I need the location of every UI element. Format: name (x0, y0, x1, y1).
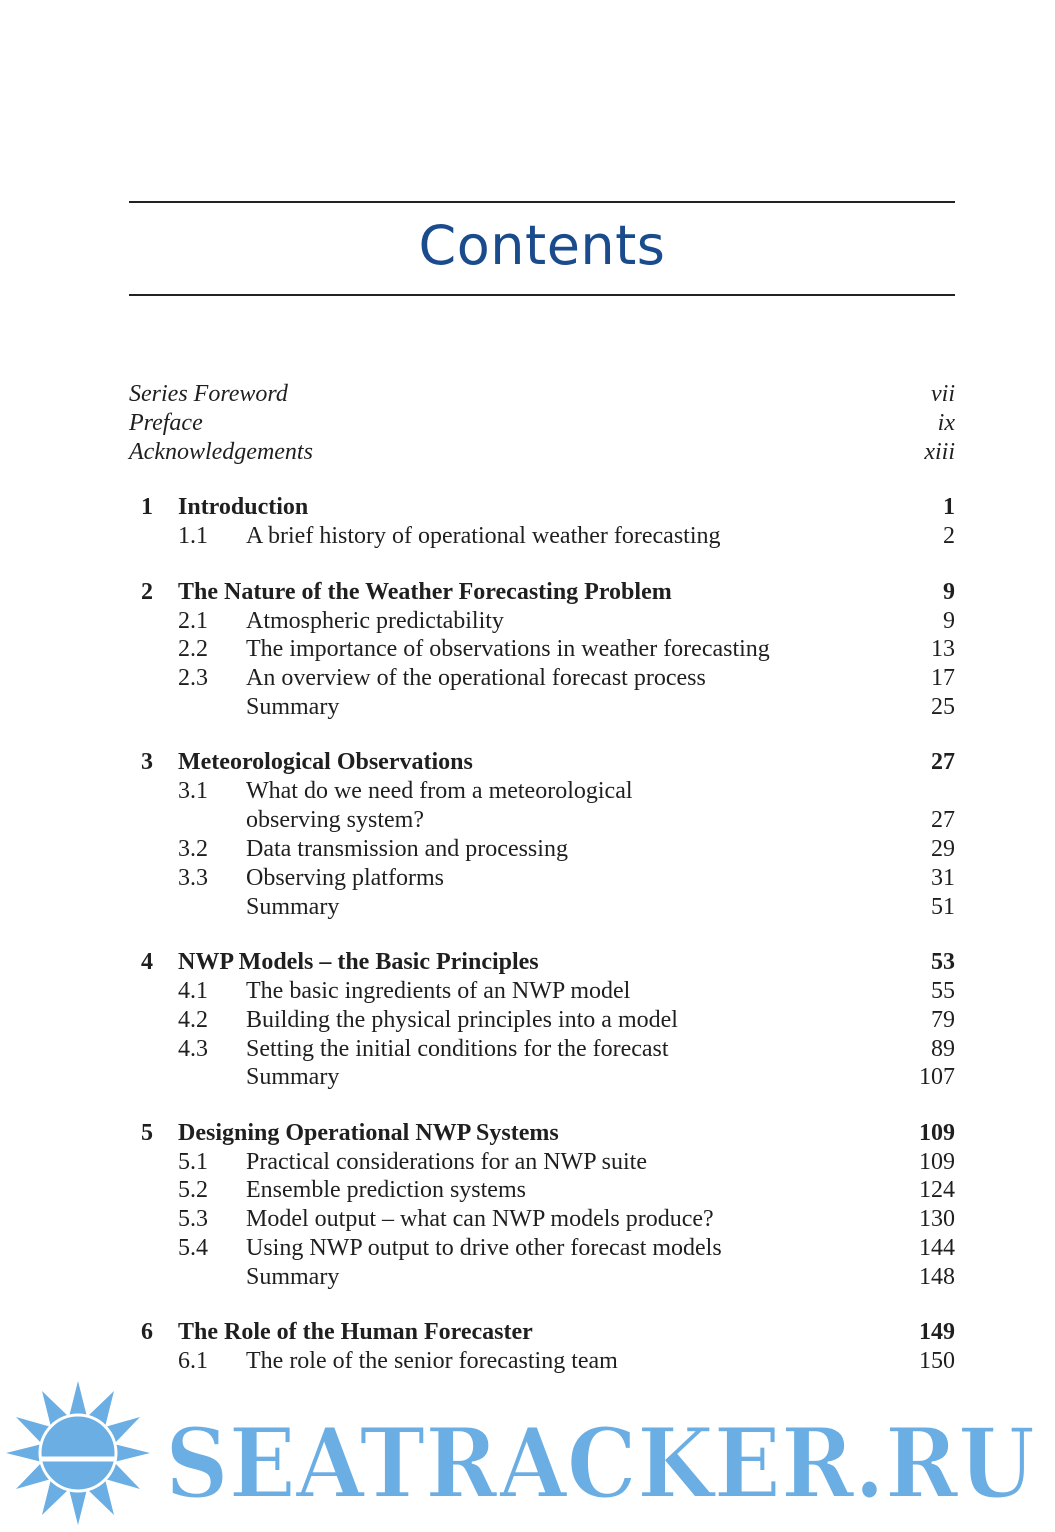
page-title: Contents (418, 214, 666, 277)
chapter-title: Meteorological Observations (178, 749, 473, 775)
chapter-number: 1 (141, 494, 153, 520)
section-title: Atmospheric predictability (246, 608, 504, 634)
section-entry[interactable] (129, 835, 955, 864)
chapter-title: The Nature of the Weather Forecasting Problem (178, 579, 672, 605)
section-page: 13 (931, 636, 955, 662)
section-entry[interactable] (129, 1347, 955, 1376)
section-entry[interactable] (129, 1006, 955, 1035)
section-title: An overview of the operational forecast process (246, 665, 706, 691)
section-entry[interactable] (129, 522, 955, 551)
section-number: 4.1 (178, 978, 208, 1004)
entry-title: Series Foreword (129, 381, 288, 407)
section-page: 144 (919, 1235, 955, 1261)
chapter-entry[interactable] (129, 748, 955, 777)
section-entry[interactable] (129, 1263, 955, 1292)
chapter-number: 4 (141, 949, 153, 975)
section-title: Data transmission and processing (246, 836, 568, 862)
section-page: 150 (919, 1348, 955, 1374)
section-title: Observing platforms (246, 865, 444, 891)
section-entry[interactable] (129, 635, 955, 664)
section-title: A brief history of operational weather forecasting (246, 523, 721, 549)
chapter-title: NWP Models – the Basic Principles (178, 949, 539, 975)
section-page: 89 (931, 1036, 955, 1062)
section-entry[interactable] (129, 806, 955, 835)
section-title: The basic ingredients of an NWP model (246, 978, 631, 1004)
top-rule (129, 201, 955, 203)
section-number: 4.3 (178, 1036, 208, 1062)
chapter-entry[interactable] (129, 948, 955, 977)
chapter-entry[interactable] (129, 493, 955, 522)
chapter-number: 3 (141, 749, 153, 775)
section-page: 25 (931, 694, 955, 720)
section-number: 3.2 (178, 836, 208, 862)
bottom-rule (129, 294, 955, 296)
section-title: Summary (246, 1264, 340, 1290)
chapter-title: The Role of the Human Forecaster (178, 1319, 533, 1345)
section-title: The role of the senior forecasting team (246, 1348, 618, 1374)
chapter-page: 1 (943, 494, 955, 520)
chapter-entry[interactable] (129, 578, 955, 607)
section-entry[interactable] (129, 977, 955, 1006)
section-entry[interactable] (129, 1234, 955, 1263)
section-title: observing system? (246, 807, 424, 833)
section-entry[interactable] (129, 777, 955, 806)
entry-title: Preface (129, 410, 203, 436)
section-number: 4.2 (178, 1007, 208, 1033)
section-title: Summary (246, 1064, 340, 1090)
section-title: Summary (246, 694, 340, 720)
chapter-page: 27 (931, 749, 955, 775)
section-entry[interactable] (129, 1148, 955, 1177)
section-title: Practical considerations for an NWP suite (246, 1149, 647, 1175)
section-title: Ensemble prediction systems (246, 1177, 526, 1203)
section-number: 2.2 (178, 636, 208, 662)
section-page: 9 (943, 608, 955, 634)
section-entry[interactable] (129, 1035, 955, 1064)
section-entry[interactable] (129, 1063, 955, 1092)
section-number: 2.1 (178, 608, 208, 634)
chapter-number: 6 (141, 1319, 153, 1345)
section-entry[interactable] (129, 664, 955, 693)
section-page: 109 (919, 1149, 955, 1175)
section-page: 55 (931, 978, 955, 1004)
chapter-page: 109 (919, 1120, 955, 1146)
section-title: Summary (246, 894, 340, 920)
entry-page: xiii (924, 439, 955, 465)
entry-title: Acknowledgements (129, 439, 313, 465)
section-entry[interactable] (129, 607, 955, 636)
section-number: 5.1 (178, 1149, 208, 1175)
section-title: Setting the initial conditions for the forecast (246, 1036, 669, 1062)
chapter-number: 2 (141, 579, 153, 605)
section-page: 51 (931, 894, 955, 920)
section-number: 3.3 (178, 865, 208, 891)
chapter-number: 5 (141, 1120, 153, 1146)
chapter-page: 53 (931, 949, 955, 975)
section-page: 17 (931, 665, 955, 691)
entry-page: vii (931, 381, 955, 407)
section-page: 29 (931, 836, 955, 862)
section-page: 31 (931, 865, 955, 891)
section-entry[interactable] (129, 1176, 955, 1205)
section-entry[interactable] (129, 693, 955, 722)
section-title: Using NWP output to drive other forecast models (246, 1235, 722, 1261)
section-title: Building the physical principles into a model (246, 1007, 678, 1033)
watermark (0, 1375, 1055, 1532)
chapter-page: 149 (919, 1319, 955, 1345)
section-page: 79 (931, 1007, 955, 1033)
section-number: 6.1 (178, 1348, 208, 1374)
section-number: 1.1 (178, 523, 208, 549)
section-entry[interactable] (129, 864, 955, 893)
section-number: 2.3 (178, 665, 208, 691)
toc-entry[interactable] (129, 409, 955, 438)
section-entry[interactable] (129, 893, 955, 922)
section-number: 5.3 (178, 1206, 208, 1232)
entry-page: ix (937, 410, 955, 436)
toc-entry[interactable] (129, 438, 955, 467)
chapter-title: Designing Operational NWP Systems (178, 1120, 559, 1146)
section-page: 2 (943, 523, 955, 549)
chapter-entry[interactable] (129, 1318, 955, 1347)
section-number: 5.2 (178, 1177, 208, 1203)
section-entry[interactable] (129, 1205, 955, 1234)
section-page: 27 (931, 807, 955, 833)
section-title: Model output – what can NWP models produce? (246, 1206, 714, 1232)
watermark-text: SEATRACKER.RU (165, 1407, 1035, 1520)
chapter-entry[interactable] (129, 1119, 955, 1148)
toc-entry[interactable] (129, 380, 955, 409)
section-number: 3.1 (178, 778, 208, 804)
section-title: What do we need from a meteorological (246, 778, 633, 804)
section-page: 148 (919, 1264, 955, 1290)
chapter-page: 9 (943, 579, 955, 605)
section-page: 130 (919, 1206, 955, 1232)
section-number: 5.4 (178, 1235, 208, 1261)
chapter-title: Introduction (178, 494, 309, 520)
section-title: The importance of observations in weather forecasting (246, 636, 770, 662)
section-page: 107 (919, 1064, 955, 1090)
sun-icon (6, 1381, 150, 1525)
section-page: 124 (919, 1177, 955, 1203)
